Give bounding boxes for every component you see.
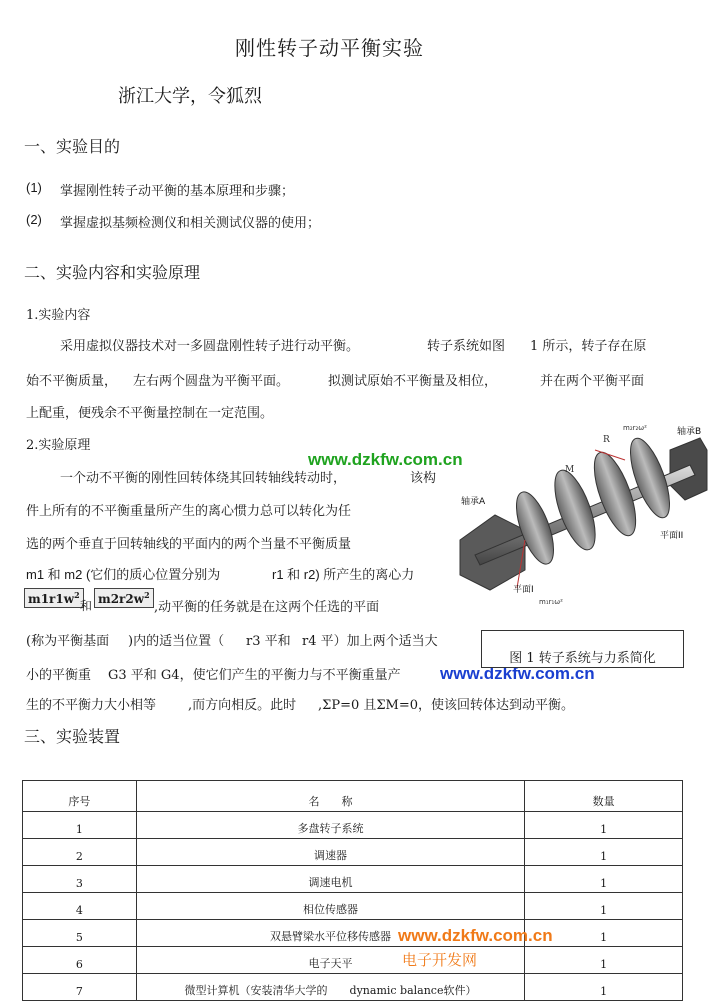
table-cell: 3 xyxy=(23,866,137,893)
apparatus-table xyxy=(22,780,683,1001)
para2-seg: r4 平）加上两个适当大 xyxy=(302,634,438,649)
doc-title: 刚性转子动平衡实验 xyxy=(235,36,424,60)
table-cell: 2 xyxy=(23,839,137,866)
para2-seg: ,而方向相反。此时 xyxy=(188,698,297,713)
para2-seg: r1 和 r2) 所产生的离心力 xyxy=(272,567,415,582)
para1-seg: 左右两个圆盘为平衡平面。 xyxy=(133,374,290,389)
para2-seg: m1 和 m2 (它们的质心位置分别为 xyxy=(26,567,221,582)
para2-seg: 一个动不平衡的刚性回转体绕其回转轴线转动时， xyxy=(60,471,347,486)
table-row xyxy=(23,812,683,839)
para2-seg: G3 平和 G4，使它们产生的平衡力与不平衡重量产 xyxy=(108,668,401,683)
section-heading-principle: 二、实验内容和实验原理 xyxy=(24,263,201,282)
watermark-orange: www.dzkfw.com.cn xyxy=(398,926,553,945)
para2-seg: )内的适当位置（ xyxy=(128,634,225,649)
para2-seg: 生的不平衡力大小相等 xyxy=(26,698,157,713)
label-plane-1: 平面I xyxy=(513,585,534,595)
watermark-green: www.dzkfw.com.cn xyxy=(308,450,463,469)
doc-author: 浙江大学，令狐烈 xyxy=(118,86,262,107)
para1-seg: 拟测试原始不平衡量及相位， xyxy=(328,374,498,389)
table-header-cell: 名 称 xyxy=(136,781,524,812)
table-cell: 调速器 xyxy=(136,839,524,866)
table-cell: 1 xyxy=(525,812,683,839)
table-cell: 1 xyxy=(525,920,683,947)
para2-seg: ,ΣP=0 且ΣM=0，使该回转体达到动平衡。 xyxy=(318,698,575,713)
watermark-orange-sub: 电子开发网 xyxy=(402,952,478,969)
table-row xyxy=(23,974,683,1001)
table-cell: 相位传感器 xyxy=(136,893,524,920)
label-bearing-a: 轴承A xyxy=(461,497,486,507)
para1-seg: 并在两个平衡平面 xyxy=(540,374,645,389)
table-cell: 1 xyxy=(525,893,683,920)
subsection-content: 1.实验内容 xyxy=(26,308,91,323)
label-r: R xyxy=(603,435,610,445)
table-cell: 7 xyxy=(23,974,137,1001)
table-cell: 双悬臂梁水平位移传感器 xyxy=(136,920,524,947)
table-cell: 1 xyxy=(23,812,137,839)
para2-seg: 该构 xyxy=(410,471,437,486)
table-header-cell: 序号 xyxy=(23,781,137,812)
label-bearing-b: 轴承B xyxy=(677,427,702,437)
table-cell: 电子天平 xyxy=(136,947,524,974)
subsection-principle: 2.实验原理 xyxy=(26,438,91,453)
table-cell: 5 xyxy=(23,920,137,947)
watermark-blue: www.dzkfw.com.cn xyxy=(440,664,595,683)
objective-text-2: 掌握虚拟基频检测仪和相关测试仪器的使用； xyxy=(60,216,321,231)
para1-seg: 1 所示，转子存在原 xyxy=(530,339,647,354)
para2-seg: 件上所有的不平衡重量所产生的离心惯力总可以转化为任 xyxy=(26,504,352,519)
formula-m1r1w2: $m1r1w^2$ xyxy=(24,588,84,608)
table-row xyxy=(23,947,683,974)
objective-num-2: (2) xyxy=(26,212,42,227)
label-plane-2: 平面II xyxy=(660,531,684,541)
para1-seg: 始不平衡质量， xyxy=(26,374,118,389)
table-row xyxy=(23,893,683,920)
para1-seg: 转子系统如图 xyxy=(427,339,506,354)
formula-and: 和 xyxy=(80,599,93,613)
label-force-2: m₂r₂ω² xyxy=(623,424,647,432)
figure-caption: 图 1 转子系统与力系简化 xyxy=(481,630,684,668)
section-heading-apparatus: 三、实验装置 xyxy=(24,727,121,746)
table-cell: 1 xyxy=(525,866,683,893)
table-header-cell: 数量 xyxy=(525,781,683,812)
para2-seg: 选的两个垂直于回转轴线的平面内的两个当量不平衡质量 xyxy=(26,537,352,552)
table-row xyxy=(23,920,683,947)
table-cell: 调速电机 xyxy=(136,866,524,893)
para2-seg: (称为平衡基面 xyxy=(26,634,110,649)
table-cell: 1 xyxy=(525,974,683,1001)
table-cell: 1 xyxy=(525,947,683,974)
table-row xyxy=(23,839,683,866)
para2-seg: r3 平和 xyxy=(246,634,291,649)
para1-seg: 上配重，便残余不平衡量控制在一定范围。 xyxy=(26,406,274,421)
para2-seg: ,动平衡的任务就是在这两个任选的平面 xyxy=(154,600,380,615)
table-cell: 1 xyxy=(525,839,683,866)
para1-seg: 采用虚拟仪器技术对一多圆盘刚性转子进行动平衡。 xyxy=(60,339,360,354)
section-heading-objectives: 一、实验目的 xyxy=(24,137,121,156)
table-cell: 多盘转子系统 xyxy=(136,812,524,839)
table-cell: 6 xyxy=(23,947,137,974)
formula-m2r2w2: $m2r2w^2$ xyxy=(94,588,154,608)
table-cell: 4 xyxy=(23,893,137,920)
label-force-1: m₁r₁ω² xyxy=(539,598,563,606)
rotor-figure xyxy=(455,420,710,610)
table-cell: 微型计算机（安装清华大学的 dynamic balance软件） xyxy=(136,974,524,1001)
table-header-row xyxy=(23,781,683,812)
objective-num-1: (1) xyxy=(26,180,42,195)
para2-seg: 小的平衡重 xyxy=(26,668,92,683)
label-m: M xyxy=(565,465,575,475)
objective-text-1: 掌握刚性转子动平衡的基本原理和步骤； xyxy=(60,184,295,199)
table-row xyxy=(23,866,683,893)
